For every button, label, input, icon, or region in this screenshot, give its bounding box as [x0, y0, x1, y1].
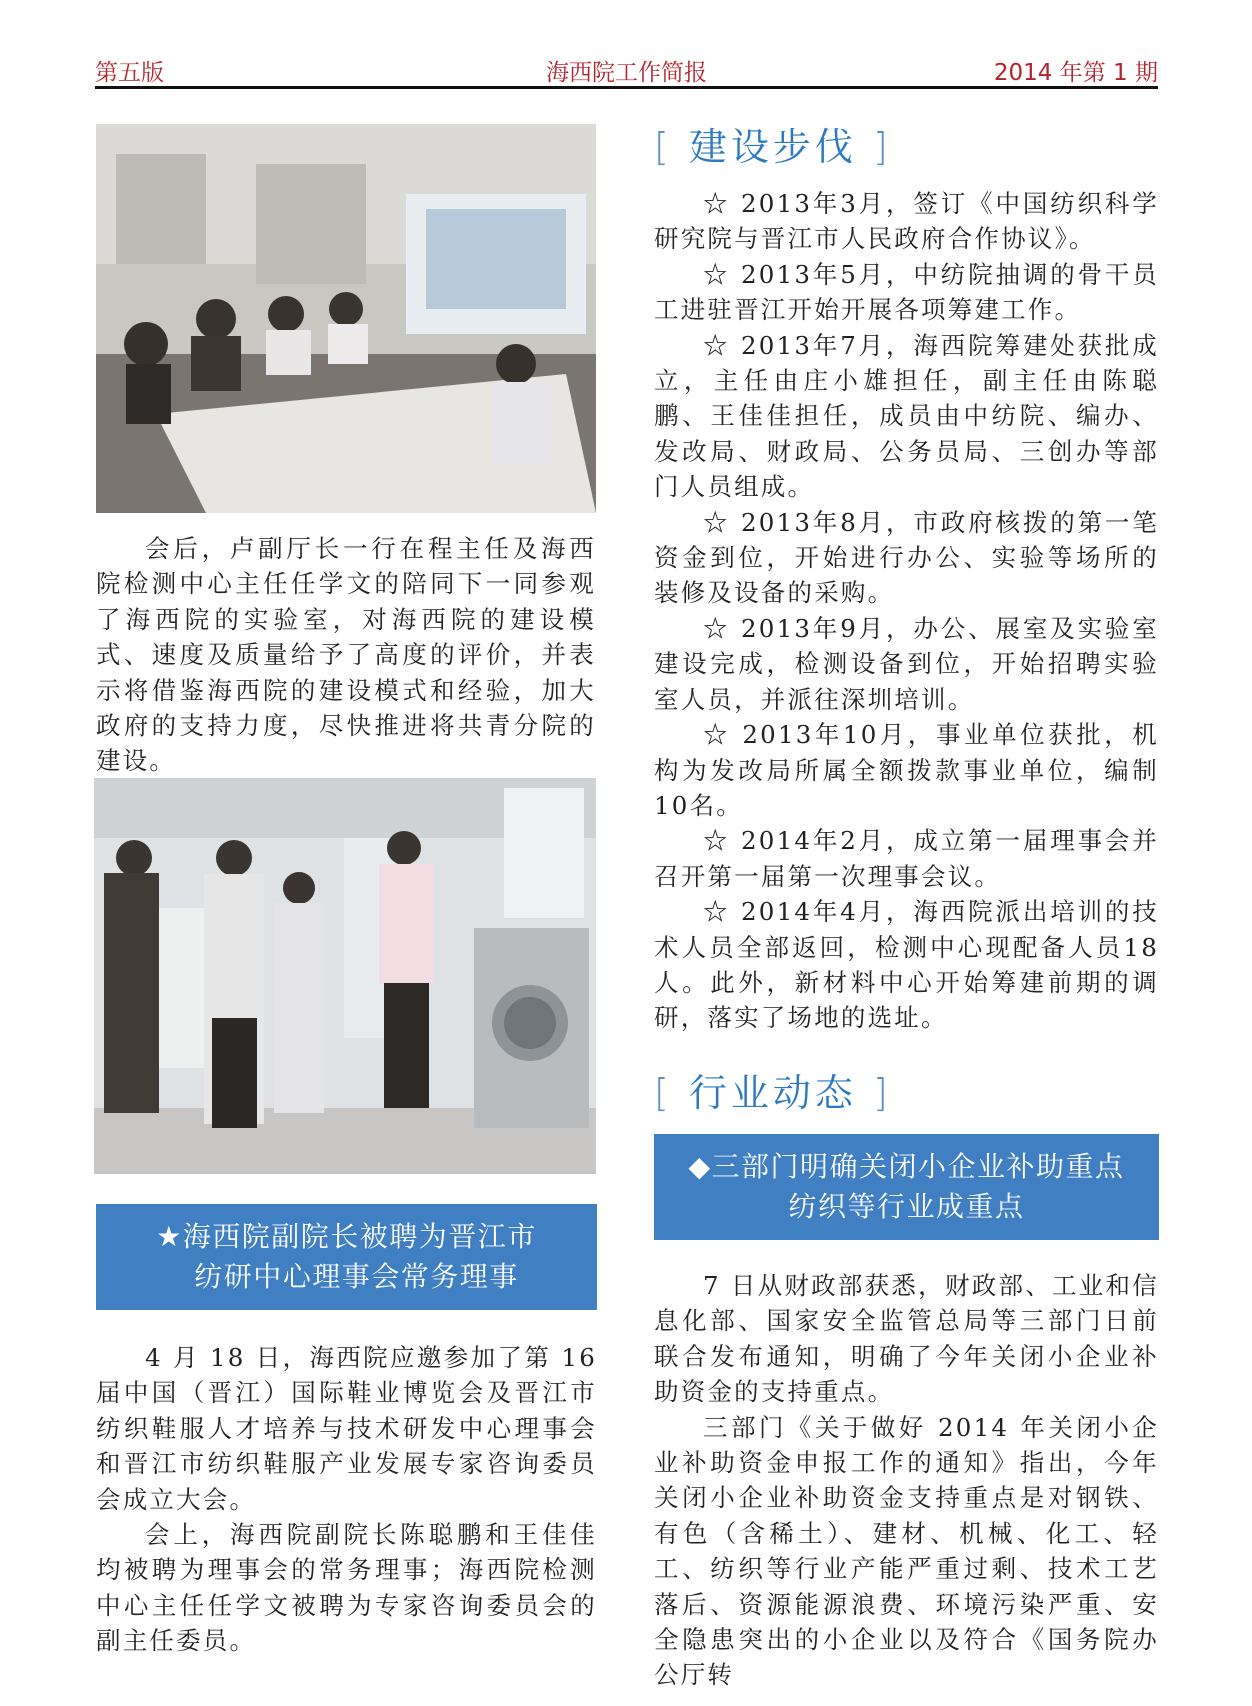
section-title-construction: [ 建设步伐 ]	[654, 125, 892, 169]
expo-paragraphs	[96, 1340, 597, 1659]
left-banner-line1: ★海西院副院长被聘为晋江市	[156, 1220, 537, 1253]
industry-paragraph: 7 日从财政部获悉，财政部、工业和信息化部、国家安全监管总局等三部门日前联合发布通知，明确了今年关闭小企业补助资金的支持重点。	[654, 1271, 1159, 1407]
publication-title: 海西院工作简报	[546, 60, 707, 86]
industry-paragraphs	[654, 1268, 1159, 1693]
page-number: 第五版	[95, 60, 164, 86]
milestone-item: ☆ 2013年7月，海西院筹建处获批成立，主任由庄小雄担任，副主任由陈聪鹏、王佳佳担任，成员由中纺院、编办、发改局、财政局、公务员局、三创办等部门人员组成。	[654, 330, 1159, 502]
milestone-item: ☆ 2014年4月，海西院派出培训的技术人员全部返回，检测中心现配备人员18人。此外，新材料中心开始筹建前期的调研，落实了场地的选址。	[654, 897, 1159, 1033]
visit-paragraph: 会后，卢副厅长一行在程主任及海西院检测中心主任任学文的陪同下一同参观了海西院的实验室，对海西院的建设模式、速度及质量给予了高度的评价，并表示将借鉴海西院的建设模式和经验，加大政府的支持力度，尽快推进将共青分院的建设。	[96, 534, 596, 776]
right-banner-line2: 纺织等行业成重点	[788, 1190, 1025, 1223]
section-title-industry: [ 行业动态 ]	[654, 1071, 892, 1115]
milestone-item: ☆ 2013年5月，中纺院抽调的骨干员工进驻晋江开始开展各项筹建工作。	[654, 259, 1159, 325]
appointment-paragraph: 会上，海西院副院长陈聪鹏和王佳佳均被聘为理事会的常务理事；海西院检测中心主任任学文被聘为专家咨询委员会的副主任委员。	[96, 1520, 597, 1656]
right-headline-banner	[654, 1134, 1159, 1240]
right-banner-line1: ◆三部门明确关闭小企业补助重点	[688, 1150, 1125, 1183]
milestone-item: ☆ 2013年9月，办公、展室及实验室建设完成，检测设备到位，开始招聘实验室人员，并派往深圳培训。	[654, 613, 1159, 714]
milestone-item: ☆ 2014年2月，成立第一届理事会并召开第一届第一次理事会议。	[654, 826, 1159, 891]
left-headline-banner	[96, 1204, 597, 1310]
issue-label: 2014 年第 1 期	[993, 60, 1158, 86]
industry-paragraph: 三部门《关于做好 2014 年关闭小企业补助资金申报工作的通知》指出，今年关闭小企业补助资金支持重点是对钢铁、有色（含稀土）、建材、机械、化工、轻工、纺织等行业产能严重过剩、技术工艺落后、资源能源浪费、环境污染严重、安全隐患突出的小企业以及符合《国务院办公厅转	[654, 1412, 1159, 1690]
milestone-item: ☆ 2013年3月，签订《中国纺织科学研究院与晋江市人民政府合作协议》。	[654, 189, 1159, 254]
milestone-item: ☆ 2013年8月，市政府核拨的第一笔资金到位，开始进行办公、实验等场所的装修及设备的采购。	[654, 507, 1159, 608]
meeting-photo	[96, 124, 596, 513]
page-header	[95, 52, 1158, 89]
left-banner-line2: 纺研中心理事会常务理事	[194, 1260, 519, 1293]
milestone-list	[654, 186, 1159, 1036]
lab-visit-photo	[94, 778, 596, 1174]
milestone-item: ☆ 2013年10月，事业单位获批，机构为发改局所属全额拨款事业单位，编制10名。	[654, 720, 1159, 820]
expo-paragraph: 4 月 18 日，海西院应邀参加了第 16 届中国（晋江）国际鞋业博览会及晋江市纺织鞋服人才培养与技术研发中心理事会和晋江市纺织鞋服产业发展专家咨询委员会成立大会。	[96, 1343, 597, 1514]
